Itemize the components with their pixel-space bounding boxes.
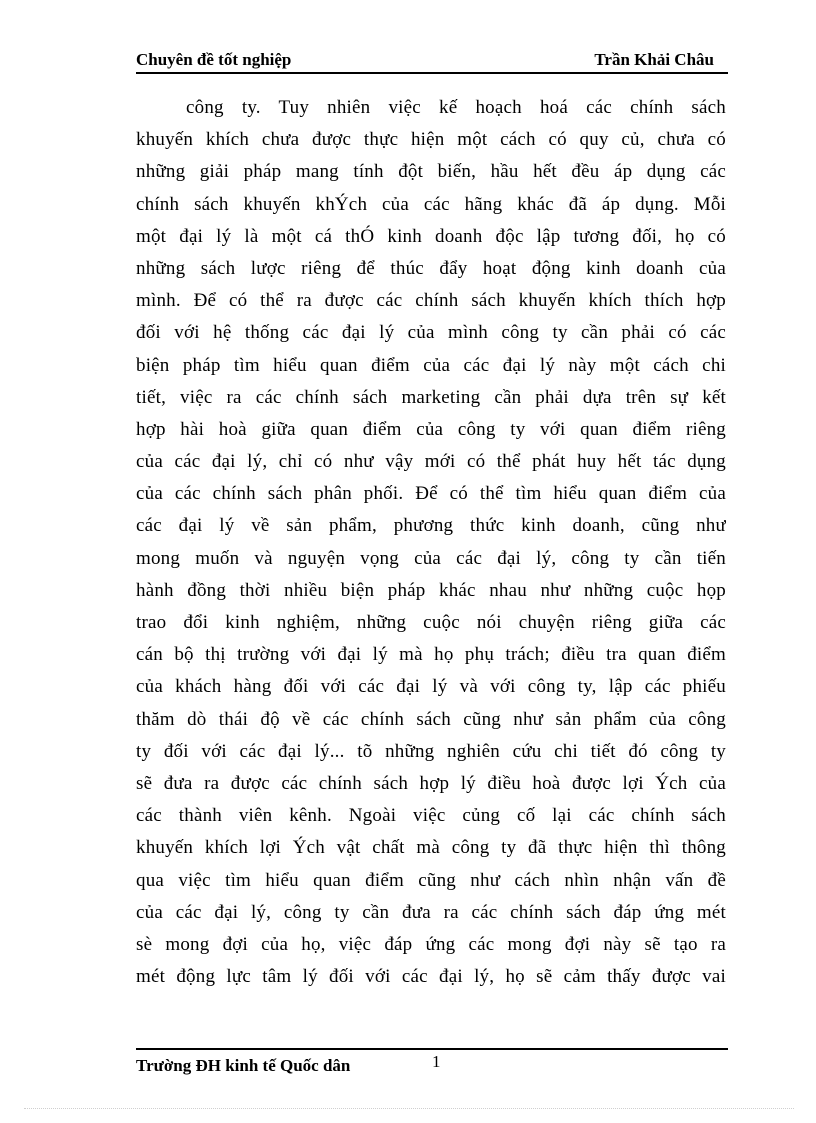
text-line: của các đại lý, chỉ có như vậy mới có thể phát huy hết tác dụng — [136, 451, 726, 473]
author-name: Trần Khải Châu — [594, 50, 714, 69]
text-line: thăm dò thái độ về các chính sách cũng như sản phẩm của công — [136, 708, 726, 730]
text-line: của các đại lý, công ty cần đưa ra các chính sách đáp ứng mét — [136, 901, 726, 923]
text-line: cán bộ thị trường với đại lý mà họ phụ trách; điều tra quan điểm — [136, 644, 726, 666]
text-line: sẽ đưa ra được các chính sách hợp lý điều hoà được lợi Ých của — [136, 772, 726, 794]
page-edge-divider — [24, 1108, 794, 1109]
text-line: một đại lý là một cá thÓ kinh doanh độc lập tương đối, họ có — [136, 225, 726, 247]
document-title: Chuyên đề tốt nghiệp — [136, 50, 292, 69]
text-line: mét động lực tâm lý đối với các đại lý, họ sẽ cảm thấy được vai — [136, 966, 726, 988]
text-line: mình. Để có thể ra được các chính sách khuyến khích thích hợp — [136, 290, 726, 312]
page-header — [136, 48, 728, 74]
text-line: của khách hàng đối với các đại lý và với công ty, lập các phiếu — [136, 676, 726, 698]
text-line: hành đồng thời nhiều biện pháp khác nhau như những cuộc họp — [136, 579, 726, 601]
school-name: Trường ĐH kinh tế Quốc dân — [136, 1056, 351, 1075]
page-number: 1 — [432, 1052, 441, 1071]
text-line: công ty. Tuy nhiên việc kế hoạch hoá các chính sách — [186, 97, 726, 118]
text-line: tiết, việc ra các chính sách marketing cần phải dựa trên sự kết — [136, 386, 726, 408]
text-line: khuyến khích chưa được thực hiện một cách có quy củ, chưa có — [136, 129, 726, 151]
text-line: sè mong đợi của họ, việc đáp ứng các mong đợi này sẽ tạo ra — [136, 933, 726, 955]
page-footer — [136, 1054, 728, 1076]
text-line: chính sách khuyến khÝch của các hãng khác đã áp dụng. Mỗi — [136, 193, 726, 215]
body-text — [136, 92, 726, 993]
text-line: các đại lý về sản phẩm, phương thức kinh doanh, cũng như — [136, 515, 726, 537]
text-line: hợp hài hoà giữa quan điểm của công ty với quan điểm riêng — [136, 418, 726, 440]
text-line: ty đối với các đại lý... tõ những nghiên cứu chi tiết đó công ty — [136, 740, 726, 762]
text-line: những sách lược riêng để thúc đẩy hoạt động kinh doanh của — [136, 257, 726, 279]
text-line: khuyến khích lợi Ých vật chất mà công ty đã thực hiện thì thông — [136, 837, 726, 859]
text-line: của các chính sách phân phối. Để có thể tìm hiểu quan điểm của — [136, 483, 726, 505]
text-line: qua việc tìm hiểu quan điểm cũng như cách nhìn nhận vấn đề — [136, 869, 726, 891]
text-line: đối với hệ thống các đại lý của mình công ty cần phải có các — [136, 322, 726, 344]
text-line: trao đổi kinh nghiệm, những cuộc nói chuyện riêng giữa các — [136, 612, 726, 633]
text-line: mong muốn và nguyện vọng của các đại lý, công ty cần tiến — [136, 547, 726, 569]
text-line: các thành viên kênh. Ngoài việc củng cố lại các chính sách — [136, 805, 726, 827]
footer-divider — [136, 1048, 728, 1050]
text-line: biện pháp tìm hiểu quan điểm của các đại lý này một cách chi — [136, 354, 726, 376]
text-line: những giải pháp mang tính đột biến, hầu hết đều áp dụng các — [136, 161, 726, 183]
